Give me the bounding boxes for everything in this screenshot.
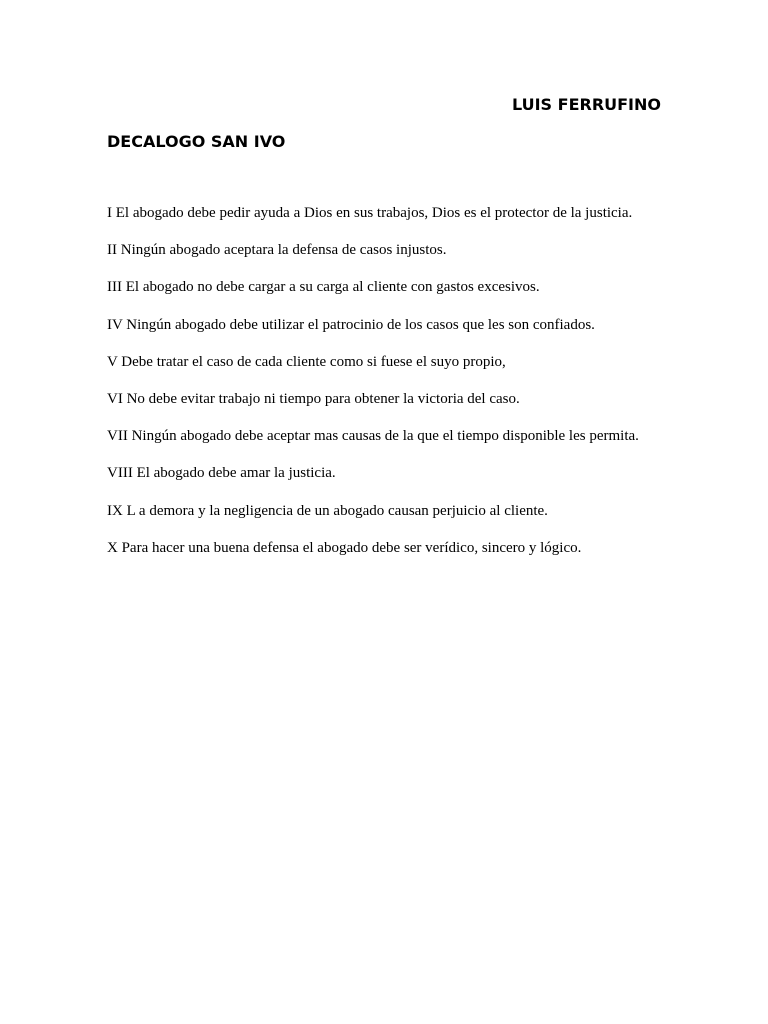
commandment-item: III El abogado no debe cargar a su carga al cliente con gastos excesivos. [107, 279, 540, 296]
author-name: LUIS FERRUFINO [511, 95, 661, 114]
commandment-item: X Para hacer una buena defensa el abogado debe ser verídico, sincero y lógico. [107, 539, 582, 556]
commandment-item: VIII El abogado debe amar la justicia. [107, 465, 336, 482]
commandment-list [107, 203, 707, 575]
commandment-item: V Debe tratar el caso de cada cliente como si fuese el suyo propio, [107, 353, 506, 370]
commandment-item: VII Ningún abogado debe aceptar mas causas de la que el tiempo disponible les permita. [107, 428, 639, 445]
document-title: DECALOGO SAN IVO [107, 132, 286, 151]
commandment-item: II Ningún abogado aceptara la defensa de casos injustos. [107, 242, 447, 259]
commandment-item: VI No debe evitar trabajo ni tiempo para obtener la victoria del caso. [107, 390, 520, 407]
commandment-item: IX L a demora y la negligencia de un abogado causan perjuicio al cliente. [107, 502, 548, 519]
commandment-item: I El abogado debe pedir ayuda a Dios en sus trabajos, Dios es el protector de la justicia. [107, 205, 633, 221]
commandment-item: IV Ningún abogado debe utilizar el patrocinio de los casos que les son confiados. [107, 316, 595, 333]
